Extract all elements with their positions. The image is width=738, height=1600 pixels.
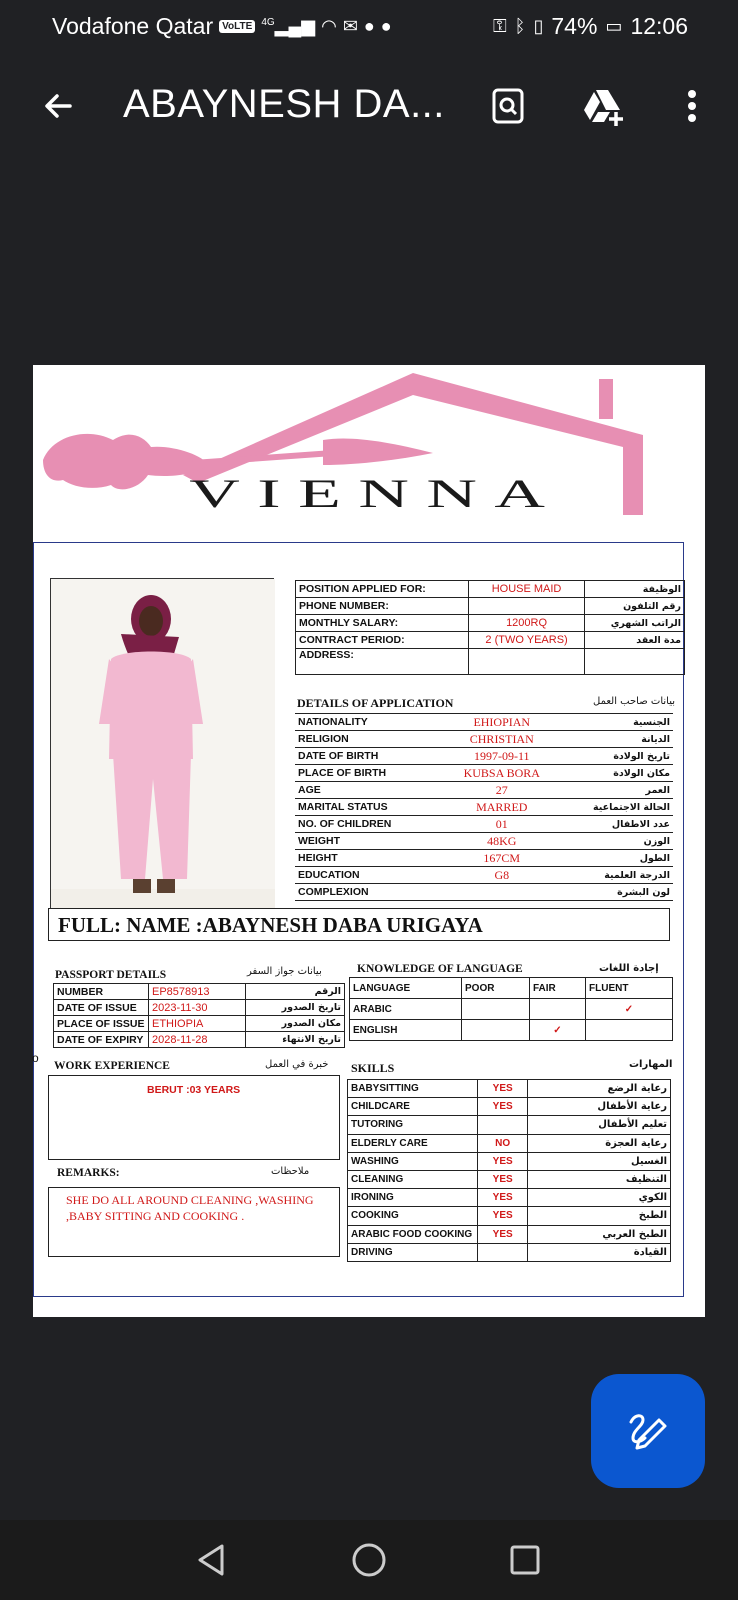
cell-ar: العمر [559, 782, 673, 799]
cell-label: MARITAL STATUS [295, 799, 445, 816]
details-heading-ar: بيانات صاحب العمل [593, 696, 675, 707]
table-row: ARABIC ✓ [350, 999, 673, 1020]
table-row [348, 1170, 671, 1188]
skills-heading-ar: المهارات [629, 1059, 673, 1070]
table-row [295, 884, 673, 901]
table-row [54, 1032, 345, 1048]
document-page [33, 365, 705, 1317]
table-row [348, 1080, 671, 1098]
table-row [54, 984, 345, 1000]
cell-value: KUBSA BORA [445, 765, 559, 782]
cell-value: YES [478, 1080, 528, 1098]
mail-icon: ✉ [342, 15, 358, 36]
cell-label: NO. OF CHILDREN [295, 816, 445, 833]
cell-value: NO [478, 1134, 528, 1152]
edit-fab-button[interactable] [591, 1374, 705, 1488]
network-4g-icon: $^{4G}$▂▄▆ [261, 15, 316, 36]
skills-heading: SKILLS [351, 1061, 395, 1075]
cell-value: YES [478, 1170, 528, 1188]
skills-table [347, 1079, 671, 1262]
table-row [295, 731, 673, 748]
cell-ar: الدرجة العلمية [559, 867, 673, 884]
table-row: POSITION APPLIED FOR: HOUSE MAID الوظيفة [296, 581, 685, 598]
cell-value: YES [478, 1152, 528, 1170]
cell-value: 1997-09-11 [445, 748, 559, 765]
cell-ar: تعليم الأطفال [528, 1116, 671, 1134]
cell-value: 2028-11-28 [149, 1032, 246, 1048]
cell-label: BABYSITTING [348, 1080, 478, 1098]
cell-label: NATIONALITY [295, 714, 445, 731]
cell-label: EDUCATION [295, 867, 445, 884]
nav-home-icon[interactable] [347, 1538, 391, 1582]
table-row [295, 782, 673, 799]
document-title: ABAYNESH DA... [123, 82, 445, 126]
cell-ar: لون البشرة [559, 884, 673, 901]
battery-percent: 74% [551, 12, 598, 39]
cell-label: ARABIC FOOD COOKING [348, 1225, 478, 1243]
app-bar [0, 60, 738, 156]
status-bar [0, 0, 738, 52]
table-row: PHONE NUMBER: رقم التلفون [296, 598, 685, 615]
cell-ar: تاريخ الولادة [559, 748, 673, 765]
clock: 12:06 [630, 12, 688, 39]
cell-ar: الوزن [559, 833, 673, 850]
language-table [349, 977, 673, 1041]
edit-pen-icon [625, 1408, 671, 1454]
battery-icon: ▭ [605, 15, 623, 36]
cell-label: RELIGION [295, 731, 445, 748]
work-heading: WORK EXPERIENCE [54, 1060, 170, 1072]
back-arrow-icon[interactable] [36, 84, 80, 128]
system-nav-bar [0, 1520, 738, 1600]
table-row [54, 1016, 345, 1032]
cell-label: COMPLEXION [295, 884, 445, 901]
table-row: MONTHLY SALARY: 1200RQ الراتب الشهري [296, 615, 685, 632]
cell-ar: رعاية الأطفال [528, 1098, 671, 1116]
volte-badge: VoLTE [219, 20, 255, 33]
language-heading: KNOWLEDGE OF LANGUAGE [357, 963, 523, 975]
remarks-line: SHE DO ALL AROUND CLEANING ,WASHING [66, 1193, 314, 1207]
table-row [348, 1243, 671, 1261]
messenger-icon: ● [380, 15, 392, 36]
table-row [348, 1116, 671, 1134]
table-row [295, 765, 673, 782]
table-row [348, 1189, 671, 1207]
work-experience-box [48, 1075, 340, 1160]
passport-heading: PASSPORT DETAILS [55, 969, 167, 981]
cell-ar: تاريخ الانتهاء [245, 1032, 344, 1048]
cell-value: YES [478, 1207, 528, 1225]
cell-label: WASHING [348, 1152, 478, 1170]
table-row [295, 867, 673, 884]
table-row [348, 1152, 671, 1170]
cell-ar: الديانة [559, 731, 673, 748]
table-row: ADDRESS: [296, 649, 685, 675]
cell-ar: تاريخ الصدور [245, 1000, 344, 1016]
search-document-icon[interactable] [486, 84, 530, 128]
table-row [54, 1000, 345, 1016]
logo-text: VIENNA [189, 471, 563, 517]
cell-label: TUTORING [348, 1116, 478, 1134]
vienna-logo [33, 365, 705, 535]
table-row [295, 714, 673, 731]
details-table [295, 713, 673, 901]
cell-value: YES [478, 1189, 528, 1207]
cell-ar: الطبخ [528, 1207, 671, 1225]
cell-value [478, 1116, 528, 1134]
vibrate-icon: ▯ [533, 15, 544, 36]
cell-ar: رعاية الرضع [528, 1080, 671, 1098]
cell-value: 01 [445, 816, 559, 833]
wifi-icon: ◠ [321, 15, 337, 36]
passport-heading-ar: بيانات جواز السفر [247, 966, 322, 977]
nav-back-icon[interactable] [189, 1538, 233, 1582]
cell-ar: مكان الولادة [559, 765, 673, 782]
table-row: CONTRACT PERIOD: 2 (TWO YEARS) مدة العقد [296, 632, 685, 649]
remarks-heading-ar: ملاحظات [271, 1166, 310, 1177]
cell-value: 167CM [445, 850, 559, 867]
cell-value: YES [478, 1225, 528, 1243]
cell-value: CHRISTIAN [445, 731, 559, 748]
table-row [295, 799, 673, 816]
cell-ar: الغسيل [528, 1152, 671, 1170]
carrier-label: Vodafone Qatar [52, 12, 214, 39]
table-row [348, 1098, 671, 1116]
cell-ar: الطول [559, 850, 673, 867]
bluetooth-icon: ᛒ [514, 15, 526, 36]
full-name: FULL: NAME :ABAYNESH DABA URIGAYA [48, 908, 670, 941]
cell-ar: مكان الصدور [245, 1016, 344, 1032]
position-table [295, 580, 685, 675]
cell-ar: الجنسية [559, 714, 673, 731]
language-heading-ar: إجادة اللغات [599, 963, 659, 974]
table-row [348, 1134, 671, 1152]
cell-label: DRIVING [348, 1243, 478, 1261]
cell-ar: الرقم [245, 984, 344, 1000]
cell-ar: الطبخ العربي [528, 1225, 671, 1243]
nav-recents-icon[interactable] [503, 1538, 547, 1582]
cell-value: EHIOPIAN [445, 714, 559, 731]
cell-label: DATE OF EXPIRY [54, 1032, 149, 1048]
cell-ar: القيادة [528, 1243, 671, 1261]
cell-value: ETHIOPIA [149, 1016, 246, 1032]
more-vert-icon[interactable] [670, 84, 714, 128]
table-row [295, 833, 673, 850]
table-row [295, 816, 673, 833]
cell-value [445, 884, 559, 901]
cell-ar: الكوي [528, 1189, 671, 1207]
cell-label: DATE OF BIRTH [295, 748, 445, 765]
cell-label: PLACE OF BIRTH [295, 765, 445, 782]
table-header-row: LANGUAGE POOR FAIR FLUENT [350, 978, 673, 999]
cell-ar: التنظيف [528, 1170, 671, 1188]
table-row: ENGLISH ✓ [350, 1020, 673, 1041]
table-row [295, 850, 673, 867]
cell-label: CLEANING [348, 1170, 478, 1188]
cell-label: AGE [295, 782, 445, 799]
passport-table [53, 983, 345, 1048]
applicant-photo [50, 578, 274, 908]
facebook-icon: ● [363, 15, 375, 36]
work-heading-ar: خبرة في العمل [265, 1059, 329, 1070]
cell-label: COOKING [348, 1207, 478, 1225]
table-row [295, 748, 673, 765]
cell-label: HEIGHT [295, 850, 445, 867]
cell-ar: الحالة الاجتماعية [559, 799, 673, 816]
cell-label: PLACE OF ISSUE [54, 1016, 149, 1032]
cell-label: ELDERLY CARE [348, 1134, 478, 1152]
cell-label: DATE OF ISSUE [54, 1000, 149, 1016]
remarks-box [48, 1187, 340, 1257]
cell-value [478, 1243, 528, 1261]
cell-value: 48KG [445, 833, 559, 850]
vpn-lock-icon: ⚿ [492, 15, 507, 36]
cell-label: WEIGHT [295, 833, 445, 850]
cell-label: NUMBER [54, 984, 149, 1000]
cell-ar: عدد الاطفال [559, 816, 673, 833]
cell-label: CHILDCARE [348, 1098, 478, 1116]
table-row [348, 1225, 671, 1243]
cell-value: YES [478, 1098, 528, 1116]
drive-add-icon[interactable] [582, 84, 626, 128]
remarks-heading: REMARKS: [57, 1167, 120, 1179]
cell-value: MARRED [445, 799, 559, 816]
table-row [348, 1207, 671, 1225]
cell-value: 2023-11-30 [149, 1000, 246, 1016]
bullet-marker: o [32, 1051, 39, 1065]
cell-value: G8 [445, 867, 559, 884]
cell-value: 27 [445, 782, 559, 799]
remarks-line: ,BABY SITTING AND COOKING . [66, 1209, 245, 1223]
cell-value: EP8578913 [149, 984, 246, 1000]
cell-ar: رعاية العجزة [528, 1134, 671, 1152]
cell-label: IRONING [348, 1189, 478, 1207]
work-experience-value: BERUT :03 YEARS [147, 1084, 241, 1096]
details-heading: DETAILS OF APPLICATION [297, 696, 454, 710]
